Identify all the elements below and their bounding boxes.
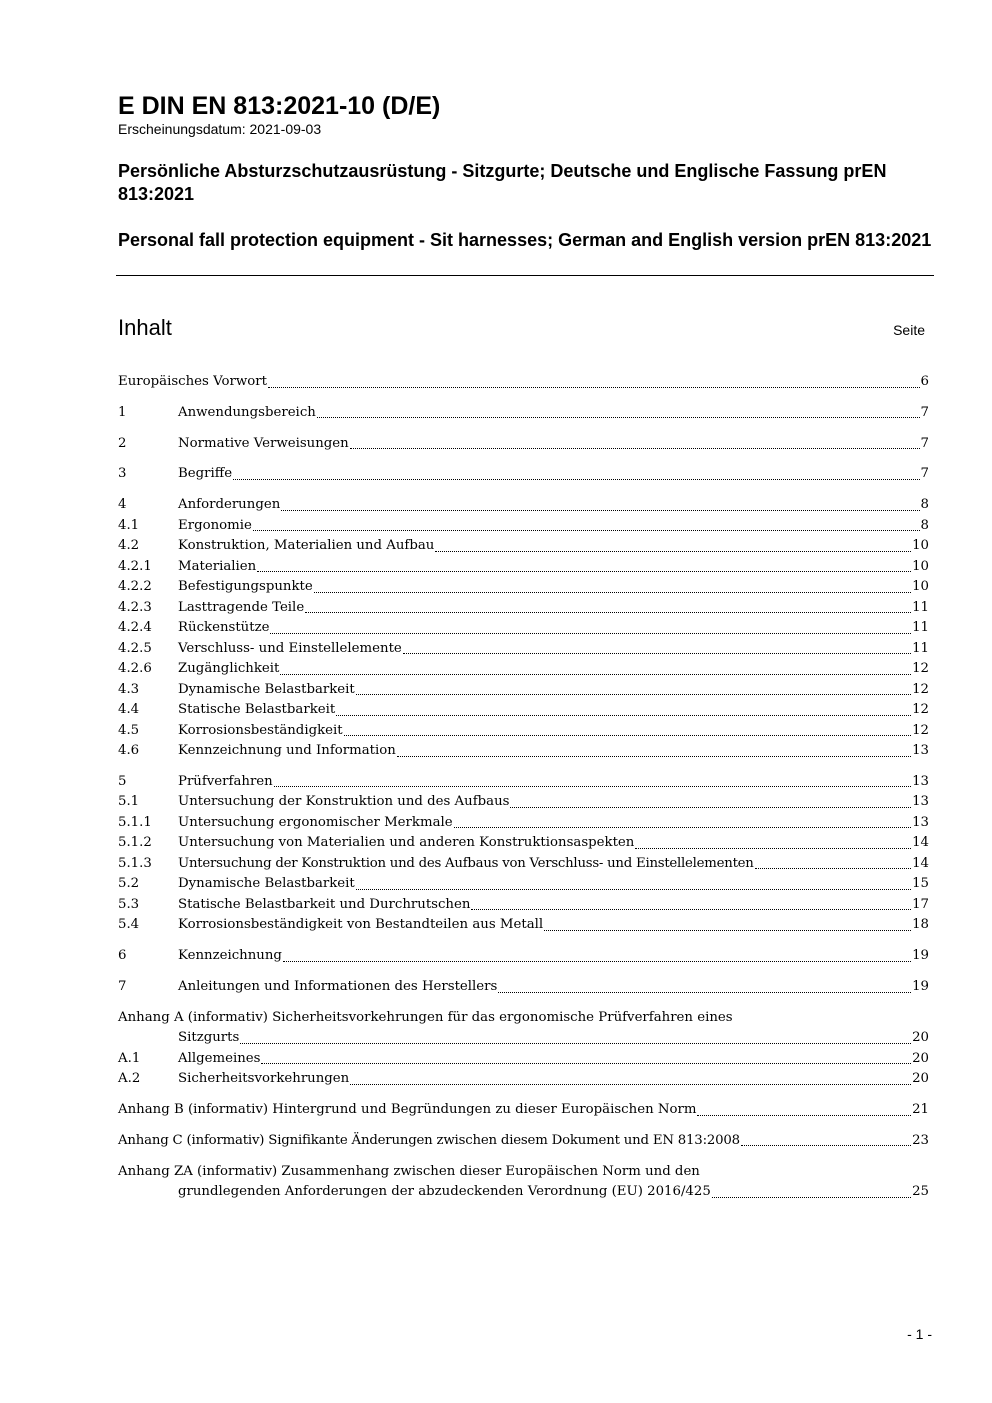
toc-entry-number: 5.4 xyxy=(118,917,140,933)
toc-entry-page: 11 xyxy=(912,640,929,656)
toc-leader xyxy=(510,807,911,808)
toc-entry-page: 14 xyxy=(912,855,929,871)
toc-entry-page: 20 xyxy=(912,1030,929,1046)
toc-leader xyxy=(397,756,911,757)
toc-entry-page: 19 xyxy=(912,948,929,964)
toc-entry-title: Anwendungsbereich xyxy=(178,404,316,420)
toc-entry-page: 25 xyxy=(912,1184,929,1200)
toc-entry-number: 3 xyxy=(118,466,127,482)
table-of-contents xyxy=(118,372,929,1203)
toc-heading: Inhalt xyxy=(118,315,172,340)
toc-leader xyxy=(741,1145,911,1146)
toc-leader xyxy=(471,909,911,910)
toc-entry[interactable] xyxy=(118,792,929,813)
toc-entry[interactable] xyxy=(118,813,929,834)
toc-entry[interactable] xyxy=(118,618,929,639)
toc-entry-page: 12 xyxy=(912,702,929,718)
toc-entry-number: 1 xyxy=(118,404,127,420)
toc-entry-title: Anhang C (informativ) Signifikante Änderungen zwischen diesem Dokument und EN 813:2008 xyxy=(118,1132,740,1148)
toc-leader xyxy=(270,633,911,634)
toc-entry[interactable] xyxy=(118,659,929,680)
toc-entry[interactable] xyxy=(118,833,929,854)
toc-leader xyxy=(697,1115,911,1116)
toc-entry-title: Rückenstütze xyxy=(178,620,270,636)
toc-entry-page: 11 xyxy=(912,599,929,615)
toc-entry[interactable] xyxy=(118,434,929,455)
toc-entry[interactable] xyxy=(118,680,929,701)
toc-annex-c[interactable] xyxy=(118,1131,929,1152)
toc-entry[interactable] xyxy=(118,915,929,936)
toc-annex-a-continuation xyxy=(118,1028,929,1049)
toc-entry-title: Befestigungspunkte xyxy=(178,579,313,595)
toc-entry[interactable] xyxy=(118,495,929,516)
toc-entry-page: 13 xyxy=(912,814,929,830)
toc-entry-number: 5 xyxy=(118,773,127,789)
toc-entry-page: 7 xyxy=(920,466,929,482)
toc-entry-page: 20 xyxy=(912,1050,929,1066)
toc-annex-za[interactable] xyxy=(118,1162,929,1203)
toc-entry-title: Ergonomie xyxy=(178,517,252,533)
header-divider xyxy=(116,275,934,276)
toc-entry-title: Lasttragende Teile xyxy=(178,599,305,615)
toc-leader xyxy=(280,674,911,675)
toc-leader xyxy=(317,417,920,418)
toc-leader xyxy=(283,961,911,962)
toc-entry-title: Untersuchung von Materialien und anderen Konstruktionsaspekten xyxy=(178,835,635,851)
toc-leader xyxy=(635,848,911,849)
toc-entry-number: 4.2.4 xyxy=(118,620,152,636)
toc-entry-number: 4.2.6 xyxy=(118,661,152,677)
toc-entry[interactable] xyxy=(118,464,929,485)
toc-entry-title: Dynamische Belastbarkeit xyxy=(178,876,355,892)
toc-entry-number: 4.2.3 xyxy=(118,599,152,615)
toc-entry[interactable] xyxy=(118,741,929,762)
toc-entry-number: 5.1.1 xyxy=(118,814,152,830)
publication-date: Erscheinungsdatum: 2021-09-03 xyxy=(118,121,322,137)
toc-entry-title: Europäisches Vorwort xyxy=(118,374,267,389)
toc-entry-page: 13 xyxy=(912,794,929,810)
toc-entry-title: Anhang B (informativ) Hintergrund und Begründungen zu dieser Europäischen Norm xyxy=(118,1102,697,1118)
toc-entry-title: Korrosionsbeständigkeit von Bestandteilen aus Metall xyxy=(178,917,544,933)
toc-entry[interactable] xyxy=(118,577,929,598)
toc-entry-number: 2 xyxy=(118,435,127,451)
toc-leader xyxy=(314,592,911,593)
toc-entry[interactable] xyxy=(118,372,929,393)
toc-entry-number: 4 xyxy=(118,497,127,513)
toc-entry-title: Sicherheitsvorkehrungen xyxy=(178,1071,350,1087)
toc-entry-number: 4.4 xyxy=(118,702,140,718)
toc-annex-b[interactable] xyxy=(118,1100,929,1121)
toc-entry-number: 6 xyxy=(118,948,127,964)
toc-entry-page: 6 xyxy=(920,374,929,389)
toc-leader xyxy=(240,1043,911,1044)
toc-entry[interactable] xyxy=(118,854,929,875)
toc-entry-page: 12 xyxy=(912,681,929,697)
toc-entry[interactable] xyxy=(118,1049,929,1070)
toc-entry-title: Prüfverfahren xyxy=(178,773,273,789)
toc-leader xyxy=(257,571,911,572)
toc-entry-page: 11 xyxy=(912,620,929,636)
toc-entry-number: 4.1 xyxy=(118,517,140,533)
toc-entry-number: 4.2.1 xyxy=(118,558,152,574)
toc-entry[interactable] xyxy=(118,639,929,660)
toc-entry-page: 18 xyxy=(912,917,929,933)
toc-entry-title: Untersuchung ergonomischer Merkmale xyxy=(178,814,453,830)
toc-entry-page: 23 xyxy=(912,1132,929,1148)
toc-leader xyxy=(498,992,911,993)
toc-leader xyxy=(274,786,911,787)
toc-leader xyxy=(233,479,919,480)
toc-entry[interactable] xyxy=(118,772,929,793)
toc-entry-page: 17 xyxy=(912,896,929,912)
toc-entry[interactable] xyxy=(118,977,929,998)
toc-leader xyxy=(356,694,911,695)
toc-entry-number: 5.3 xyxy=(118,896,140,912)
toc-entry-title: Untersuchung der Konstruktion und des Aufbaus von Verschluss- und Einstellelementen xyxy=(178,855,754,871)
toc-leader xyxy=(403,653,911,654)
toc-entry-page: 10 xyxy=(912,538,929,554)
toc-leader xyxy=(454,827,911,828)
toc-leader xyxy=(281,510,919,511)
toc-entry-number: 7 xyxy=(118,979,127,995)
toc-leader xyxy=(344,735,911,736)
toc-entry-page: 10 xyxy=(912,558,929,574)
toc-entry-page: 13 xyxy=(912,773,929,789)
document-id: E DIN EN 813:2021-10 (D/E) xyxy=(118,92,441,120)
toc-entry-page: 20 xyxy=(912,1071,929,1087)
toc-leader xyxy=(435,551,911,552)
toc-entry-title: Kennzeichnung und Information xyxy=(178,743,396,759)
toc-leader xyxy=(755,868,911,869)
toc-annex-a-title-cont: Sitzgurts xyxy=(178,1030,240,1046)
toc-entry-page: 21 xyxy=(912,1102,929,1118)
toc-entry-title: Korrosionsbeständigkeit xyxy=(178,722,343,738)
toc-entry-page: 12 xyxy=(912,722,929,738)
toc-leader xyxy=(350,448,920,449)
toc-entry-page: 13 xyxy=(912,743,929,759)
toc-annex-a-title: Anhang A (informativ) Sicherheitsvorkehrungen für das ergonomische Prüfverfahren eines xyxy=(118,1009,733,1025)
toc-entry[interactable] xyxy=(118,536,929,557)
toc-entry-page: 8 xyxy=(920,517,929,533)
toc-leader xyxy=(305,612,911,613)
toc-annex-a[interactable] xyxy=(118,1008,929,1049)
toc-entry-number: 5.1 xyxy=(118,794,140,810)
toc-entry-page: 19 xyxy=(912,979,929,995)
toc-entry-number: 5.1.3 xyxy=(118,855,152,871)
toc-leader xyxy=(712,1197,911,1198)
toc-entry[interactable] xyxy=(118,895,929,916)
toc-entry-number: A.2 xyxy=(118,1071,141,1087)
toc-entry-page: 7 xyxy=(920,435,929,451)
toc-entry[interactable] xyxy=(118,874,929,895)
toc-entry-title: Materialien xyxy=(178,558,257,574)
toc-entry-title: Untersuchung der Konstruktion und des Aufbaus xyxy=(178,794,510,810)
toc-entry-number: 4.2.2 xyxy=(118,579,152,595)
toc-entry-page: 10 xyxy=(912,579,929,595)
toc-entry-number: 5.1.2 xyxy=(118,835,152,851)
toc-entry-number: 4.2 xyxy=(118,538,140,554)
toc-entry-title: Statische Belastbarkeit xyxy=(178,702,336,718)
toc-entry-title: Dynamische Belastbarkeit xyxy=(178,681,355,697)
toc-leader xyxy=(356,889,911,890)
toc-entry[interactable] xyxy=(118,403,929,424)
toc-leader xyxy=(253,530,920,531)
toc-entry[interactable] xyxy=(118,598,929,619)
toc-entry-number: 4.5 xyxy=(118,722,140,738)
toc-entry-title: Anforderungen xyxy=(178,497,281,513)
toc-entry-page: 14 xyxy=(912,835,929,851)
toc-entry-page: 8 xyxy=(920,497,929,513)
toc-entry-title: Verschluss- und Einstellelemente xyxy=(178,640,402,656)
toc-entry-number: 4.3 xyxy=(118,681,140,697)
toc-entry-title: Statische Belastbarkeit und Durchrutschen xyxy=(178,896,471,912)
toc-entry-title: Konstruktion, Materialien und Aufbau xyxy=(178,538,435,554)
toc-leader xyxy=(336,715,911,716)
toc-entry-title: Kennzeichnung xyxy=(178,948,282,964)
toc-leader xyxy=(268,387,920,388)
toc-leader xyxy=(544,930,911,931)
toc-entry-title: Normative Verweisungen xyxy=(178,435,349,451)
toc-entry-title: Anleitungen und Informationen des Herstellers xyxy=(178,979,498,995)
toc-leader xyxy=(261,1063,911,1064)
toc-entry[interactable] xyxy=(118,557,929,578)
toc-entry[interactable] xyxy=(118,1069,929,1090)
toc-annex-za-title-cont: grundlegenden Anforderungen der abzudeckenden Verordnung (EU) 2016/425 xyxy=(178,1184,711,1200)
toc-leader xyxy=(350,1084,911,1085)
toc-annex-za-title: Anhang ZA (informativ) Zusammenhang zwischen dieser Europäischen Norm und den xyxy=(118,1163,700,1179)
toc-entry-title: Zugänglichkeit xyxy=(178,661,280,677)
toc-entry[interactable] xyxy=(118,516,929,537)
title-german: Persönliche Absturzschutzausrüstung - Sitzgurte; Deutsche und Englische Fassung prEN 813:2021 xyxy=(118,161,887,204)
toc-entry-number: 5.2 xyxy=(118,876,140,892)
toc-annex-za-continuation xyxy=(118,1182,929,1203)
toc-entry[interactable] xyxy=(118,721,929,742)
page-number: - 1 - xyxy=(907,1326,932,1342)
toc-entry-number: 4.2.5 xyxy=(118,640,152,656)
toc-page-label: Seite xyxy=(893,322,925,338)
title-english: Personal fall protection equipment - Sit harnesses; German and English version prEN 813:2021 xyxy=(118,230,932,250)
toc-entry-page: 15 xyxy=(912,876,929,892)
toc-entry-page: 12 xyxy=(912,661,929,677)
toc-entry[interactable] xyxy=(118,946,929,967)
toc-entry-number: 4.6 xyxy=(118,743,140,759)
toc-entry[interactable] xyxy=(118,700,929,721)
toc-entry-title: Allgemeines xyxy=(178,1050,261,1066)
toc-entry-page: 7 xyxy=(920,404,929,420)
toc-entry-title: Begriffe xyxy=(178,466,233,482)
toc-entry-number: A.1 xyxy=(118,1050,141,1066)
